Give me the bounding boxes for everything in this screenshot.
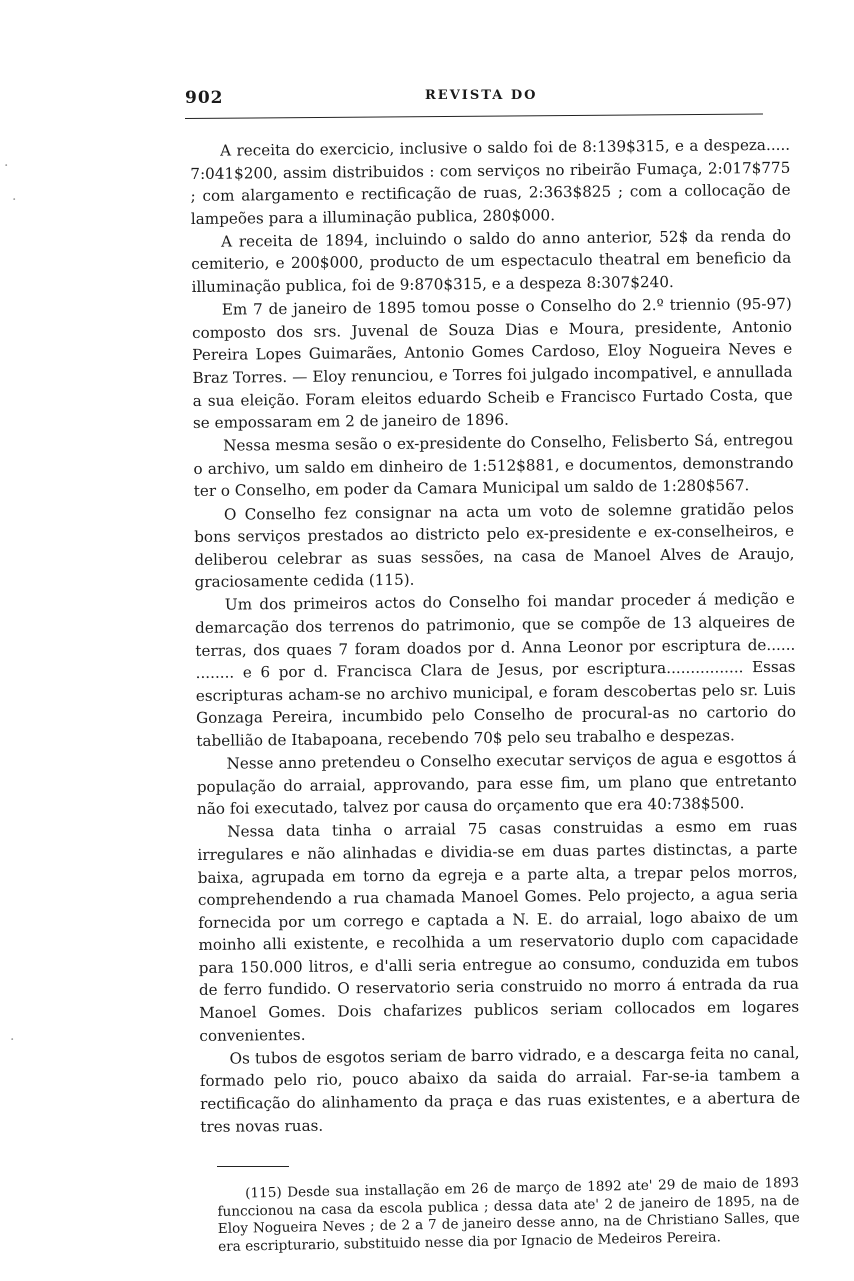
margin-speck: ·	[4, 158, 9, 174]
page-number: 902	[185, 88, 224, 108]
running-head: REVISTA DO	[425, 88, 538, 103]
margin-speck: ·	[12, 192, 17, 208]
paragraph: Em 7 de janeiro de 1895 tomou posse o Conselho do 2.º triennio (95-97) composto dos srs. Juvenal de Souza Dias e Moura, presidente, Antonio Pereira Lopes Guimarães, Antonio Gomes Cardoso, Eloy Nogueira Neves e Braz Torres. — Eloy renunciou, e Torres foi julgado incompativel, e annullada a sua eleição. Foram eleitos eduardo Scheib e Francisco Furtado Costa, que se empossaram em 2 de janeiro de 1896.	[191, 294, 793, 433]
paragraph: Nesse anno pretendeu o Conselho executar serviços de agua e esgottos á população do arraial, approvando, para esse fim, um plano que entretanto não foi executado, talvez por causa do orçamento que era 40:738$500.	[196, 748, 797, 819]
paragraph: A receita de 1894, incluindo o saldo do anno anterior, 52$ da renda do cemiterio, e 200$000, producto de um espectaculo theatral em beneficio da illuminação publica, foi de 9:870$315, e a despeza 8:307$240.	[191, 226, 792, 297]
margin-speck: ·	[10, 1032, 15, 1048]
header-rule	[185, 113, 763, 119]
paragraph: O Conselho fez consignar na acta um voto de solemne gratidão pelos bons serviços prestados ao districto pelo ex-presidente e ex-conselheiros, e deliberou celebrar as suas sessões, na casa de Manoel Alves de Araujo, graciosamente cedida (115).	[194, 499, 795, 592]
paragraph: A receita do exercicio, inclusive o saldo foi de 8:139$315, e a despeza..... 7:041$200, assim distribuidos : com serviços no ribeirão Fumaça, 2:017$775 ; com alargamento e rectificação de ruas, 2:363$825 ; com a collocação de lampeões para a illuminação publica, 280$000.	[190, 135, 791, 228]
footnote-rule	[217, 1166, 289, 1167]
page-header	[185, 86, 765, 110]
paragraph: Um dos primeiros actos do Conselho foi mandar proceder á medição e demarcação dos terrenos do patrimonio, que se compõe de 13 alqueires de terras, dos quaes 7 foram doados por d. Anna Leonor por escriptura de...... ........ e 6 por d. Francisca Clara de Jesus, por escriptura................ Essas escripturas acham-se no archivo municipal, e foram descobertas pelo sr. Luis Gonzaga Pereira, incumbido pelo Conselho de procural-as no cartorio do tabellião de Itabapoana, recebendo 70$ pelo seu trabalho e despezas.	[195, 590, 797, 750]
paragraph: Os tubos de esgotos seriam de barro vidrado, e a descarga feita no canal, formado pelo rio, pouco abaixo da saida do arraial. Far-se-ia tambem a rectificação do alinhamento da praça e das ruas existentes, e a abertura de tres novas ruas.	[199, 1043, 801, 1136]
footnote	[217, 1175, 800, 1257]
paragraph: Nessa mesma sesão o ex-presidente do Conselho, Felisberto Sá, entregou o archivo, um saldo em dinheiro de 1:512$881, e documentos, demonstrando ter o Conselho, em poder da Camara Municipal um saldo de 1:280$567.	[193, 430, 794, 501]
footnote-text: (115) Desde sua installação em 26 de março de 1892 ate' 29 de maio de 1893 funccionou na casa da escola publica ; dessa data ate' 2 de janeiro de 1895, na de Eloy Nogueira Neves ; de 2 a 7 de janeiro desse anno, na de Christiano Salles, que era escripturario, substituido nesse dia por Ignacio de Medeiros Pereira.	[217, 1174, 800, 1255]
paragraph: Nessa data tinha o arraial 75 casas construidas a esmo em ruas irregulares e não alinhadas e dividia-se em duas partes distinctas, a parte baixa, agrupada em torno da egreja e a parte alta, a trepar pelos morros, comprehendendo a rua chamada Manoel Gomes. Pelo projecto, a agua seria fornecida por um corrego e captada a N. E. do arraial, logo abaixo de um moinho alli existente, e recolhida a um reservatorio duplo com capacidade para 150.000 litros, e d'alli seria entregue ao consumo, conduzida em tubos de ferro fundido. O reservatorio seria construido no morro á entrada da rua Manoel Gomes. Dois chafarizes publicos seriam collocados em logares convenientes.	[197, 816, 800, 1045]
body-text	[190, 134, 800, 1138]
